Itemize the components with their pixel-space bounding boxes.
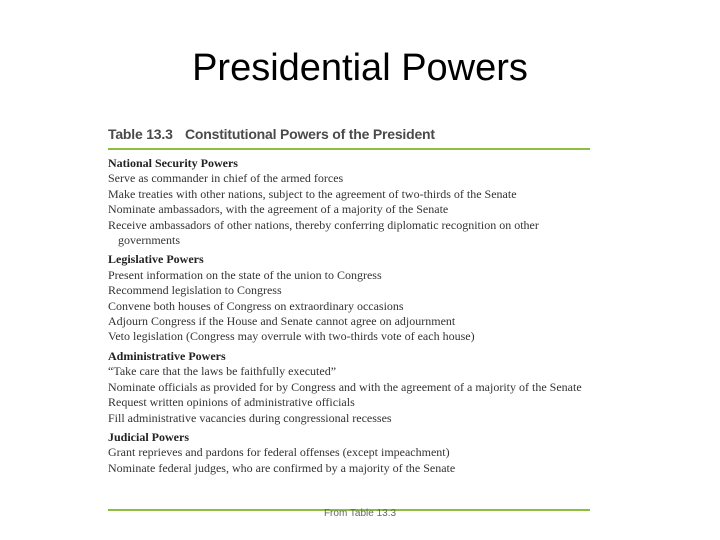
list-item: Present information on the state of the union to Congress bbox=[108, 267, 382, 282]
section-heading: Judicial Powers bbox=[108, 429, 189, 444]
list-item: Request written opinions of administrative officials bbox=[108, 395, 355, 410]
table-top-rule bbox=[108, 148, 590, 150]
list-item: Nominate federal judges, who are confirmed by a majority of the Senate bbox=[108, 460, 456, 475]
list-item: Veto legislation (Congress may overrule with two-thirds vote of each house) bbox=[108, 329, 475, 344]
list-item: “Take care that the laws be faithfully executed” bbox=[108, 364, 337, 379]
list-item: Nominate ambassadors, with the agreement of a majority of the Senate bbox=[108, 202, 449, 217]
section-administrative bbox=[108, 349, 590, 426]
section-judicial bbox=[108, 430, 590, 476]
list-item: Recommend legislation to Congress bbox=[108, 283, 282, 298]
section-heading: Administrative Powers bbox=[108, 348, 226, 363]
slide-title: Presidential Powers bbox=[192, 47, 528, 89]
list-item: Grant reprieves and pardons for federal offenses (except impeachment) bbox=[108, 445, 450, 460]
section-legislative bbox=[108, 252, 590, 344]
table-number: Table 13.3 bbox=[108, 126, 173, 142]
list-item: Fill administrative vacancies during congressional recesses bbox=[108, 410, 392, 425]
section-heading: National Security Powers bbox=[108, 156, 238, 170]
section-heading: Legislative Powers bbox=[108, 252, 204, 267]
list-item: Serve as commander in chief of the armed forces bbox=[108, 171, 344, 186]
list-item: Convene both houses of Congress on extraordinary occasions bbox=[108, 298, 404, 313]
section-national-security bbox=[108, 156, 590, 248]
list-item: Receive ambassadors of other nations, thereby conferring diplomatic recognition on other governments bbox=[108, 217, 539, 248]
table-title: Constitutional Powers of the President bbox=[185, 126, 435, 142]
table-body bbox=[108, 156, 590, 480]
list-item: Adjourn Congress if the House and Senate cannot agree on adjournment bbox=[108, 314, 456, 329]
list-item: Nominate officials as provided for by Congress and with the agreement of a majority of the Senate bbox=[108, 379, 582, 394]
list-item: Make treaties with other nations, subject to the agreement of two-thirds of the Senate bbox=[108, 186, 517, 201]
table-header bbox=[108, 126, 590, 148]
source-caption: From Table 13.3 bbox=[323, 508, 397, 519]
